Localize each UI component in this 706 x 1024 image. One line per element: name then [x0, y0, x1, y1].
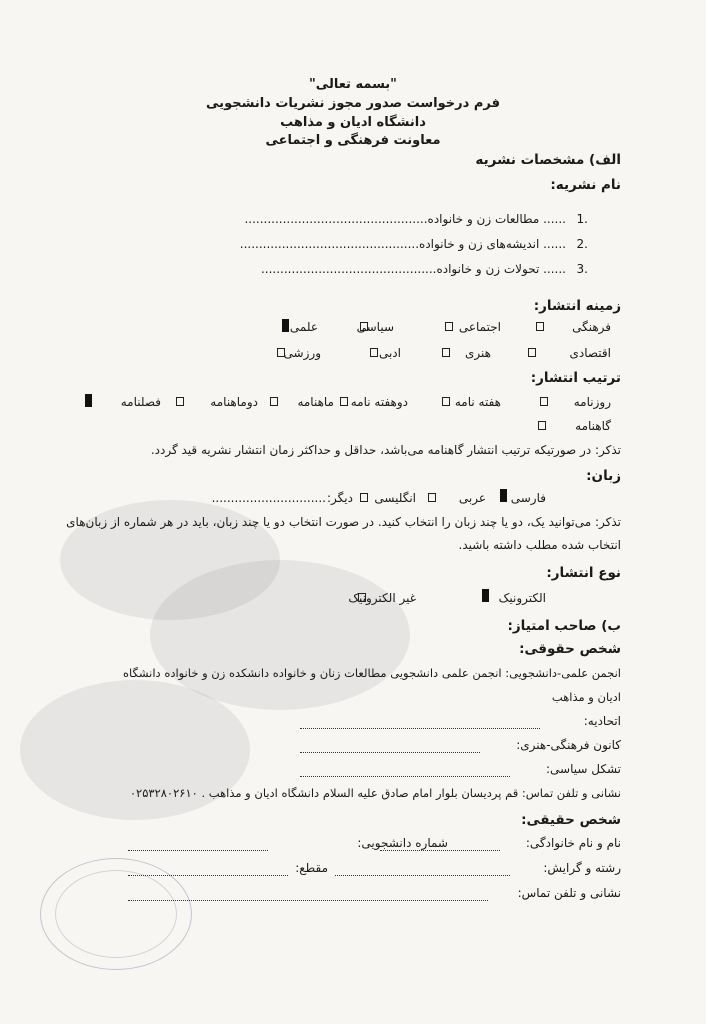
association-line-2: ادیان و مذاهب	[551, 690, 621, 704]
pub-type-non-electronic: غیر الکترونیک	[348, 591, 416, 605]
checkbox-political[interactable]	[360, 322, 368, 331]
checkbox-arabic[interactable]	[428, 493, 436, 502]
field-label: زمینه انتشار:	[533, 298, 621, 314]
cultural-center-field[interactable]	[300, 752, 480, 753]
level-field[interactable]	[128, 875, 288, 876]
political-org-label: تشکل سیاسی:	[545, 762, 621, 776]
field-option-cultural: فرهنگی	[572, 320, 611, 334]
checkbox-sport[interactable]	[277, 348, 285, 357]
freq-quarterly: فصلنامه	[120, 395, 161, 409]
checkbox-literary[interactable]	[370, 348, 378, 357]
frequency-label: ترتیب انتشار:	[530, 370, 621, 386]
checkbox-art[interactable]	[442, 348, 450, 357]
student-number-field[interactable]	[128, 850, 268, 851]
language-note-2: انتخاب شده مطلب داشته باشید.	[458, 538, 621, 552]
name-item-1[interactable]: ...... مطالعات زن و خانواده................................................	[244, 212, 566, 226]
lang-english: انگلیسی	[374, 491, 416, 505]
major-field[interactable]	[335, 875, 510, 876]
checkbox-occasional[interactable]	[538, 421, 546, 430]
field-option-scientific: علمی	[289, 320, 318, 334]
association-line-1: انجمن علمی-دانشجویی: انجمن علمی دانشجویی مطالعات زنان و خانواده دانشکده زن و خانواده دانشگاه	[123, 666, 621, 680]
checkbox-quarterly-checked[interactable]	[85, 394, 92, 407]
name-item-2-num: 2.	[576, 237, 588, 251]
checkbox-english[interactable]	[360, 493, 368, 502]
checkbox-monthly[interactable]	[270, 397, 278, 406]
name-item-1-num: 1.	[576, 212, 588, 226]
pub-type-label: نوع انتشار:	[546, 565, 621, 581]
level-label: مقطع:	[295, 861, 328, 875]
lang-other-field[interactable]: ..............................	[211, 491, 326, 505]
fullname-field[interactable]	[380, 850, 500, 851]
field-option-social: اجتماعی	[458, 320, 501, 334]
field-option-political: سیاسی	[356, 320, 394, 334]
legal-person-label: شخص حقوقی:	[519, 641, 621, 657]
freq-occasional: گاهنامه	[575, 419, 611, 433]
checkbox-economic[interactable]	[528, 348, 536, 357]
checkbox-biweekly[interactable]	[340, 397, 348, 406]
cultural-center-label: کانون فرهنگی-هنری:	[516, 738, 621, 752]
union-label: اتحادیه:	[583, 714, 621, 728]
address-field[interactable]	[128, 900, 488, 901]
freq-biweekly: دوهفته نامه	[350, 395, 408, 409]
lang-persian: فارسی	[510, 491, 546, 505]
section-a-title: الف) مشخصات نشریه	[475, 152, 621, 168]
field-option-art: هنری	[465, 346, 491, 360]
checkbox-persian-checked[interactable]	[500, 489, 507, 502]
field-option-literary: ادبی	[378, 346, 401, 360]
lang-arabic: عربی	[458, 491, 486, 505]
field-option-economic: اقتصادی	[569, 346, 611, 360]
freq-daily: روزنامه	[573, 395, 611, 409]
checkbox-electronic-checked[interactable]	[482, 589, 489, 602]
checkbox-daily[interactable]	[540, 397, 548, 406]
department-name: معاونت فرهنگی و اجتماعی	[265, 133, 441, 148]
contact-info: نشانی و تلفن تماس: قم پردیسان بلوار امام صادق علیه السلام دانشگاه ادیان و مذاهب . ۰۲۵۳۲۸۰۲۶۱۰	[129, 786, 621, 800]
pub-type-electronic: الکترونیک	[498, 591, 546, 605]
checkbox-cultural[interactable]	[536, 322, 544, 331]
lang-other: دیگر:	[327, 491, 353, 505]
major-label: رشته و گرایش:	[543, 861, 621, 875]
address-label: نشانی و تلفن تماس:	[517, 886, 621, 900]
name-item-3[interactable]: ...... تحولات زن و خانواده..............................................	[260, 262, 566, 276]
frequency-note: تذکر: در صورتیکه ترتیب انتشار گاهنامه می‌باشد، حداقل و حداکثر زمان انتشار نشریه قید گردد.	[150, 443, 621, 457]
political-org-field[interactable]	[300, 776, 510, 777]
union-field[interactable]	[300, 728, 540, 729]
name-item-3-num: 3.	[576, 262, 588, 276]
publication-name-label: نام نشریه:	[550, 177, 621, 193]
fullname-label: نام و نام خانوادگی:	[525, 836, 621, 850]
field-option-sport: ورزشی	[283, 346, 321, 360]
freq-bimonthly: دوماهنامه	[210, 395, 258, 409]
university-name: دانشگاه ادیان و مذاهب	[280, 115, 426, 130]
language-label: زبان:	[586, 468, 621, 484]
language-note-1: تذکر: می‌توانید یک، دو یا چند زبان را انتخاب کنید. در صورت انتخاب دو یا چند زبان، باید در هر شماره از زبان‌های	[66, 515, 621, 529]
bismillah: "بسمه تعالی"	[309, 77, 397, 92]
faded-stamp-inner	[55, 870, 177, 958]
freq-weekly: هفته نامه	[454, 395, 501, 409]
checkbox-non-electronic[interactable]	[358, 593, 366, 602]
natural-person-label: شخص حقیقی:	[521, 812, 621, 828]
checkbox-bimonthly[interactable]	[176, 397, 184, 406]
freq-monthly: ماهنامه	[297, 395, 334, 409]
student-number-label: شماره دانشجویی:	[357, 836, 448, 850]
name-item-2[interactable]: ...... اندیشه‌های زن و خانواده...............................................	[239, 237, 566, 251]
checkbox-scientific-checked[interactable]	[282, 319, 289, 332]
checkbox-weekly[interactable]	[442, 397, 450, 406]
checkbox-social[interactable]	[445, 322, 453, 331]
section-b-title: ب) صاحب امتیاز:	[507, 618, 621, 634]
form-title: فرم درخواست صدور مجوز نشریات دانشجویی	[206, 96, 500, 111]
